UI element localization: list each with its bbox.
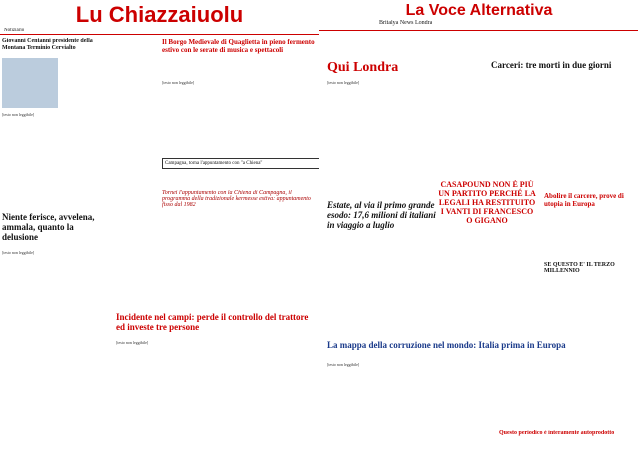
story1-headline: Giovanni Centanni presidente della Montana Terminio Cervialto bbox=[2, 38, 93, 51]
left-tagline: Notiziario bbox=[4, 28, 25, 33]
story4-body: [testo non leggibile] bbox=[116, 340, 149, 345]
carceri-body: [testo non leggibile] bbox=[327, 80, 360, 85]
story2-headline: Il Borgo Medievale di Quaglietta in pieno fermento estivo con le serate di musica e spettacoli bbox=[162, 38, 315, 54]
right-masthead: La Voce Alternativa bbox=[405, 2, 553, 19]
carceri-headline: Carceri: tre morti in due giorni bbox=[491, 60, 612, 70]
story3-body: [testo non leggibile] bbox=[2, 250, 35, 255]
corruzione-headline: La mappa della corruzione nel mondo: Italia prima in Europa bbox=[327, 340, 566, 350]
story1-body: [testo non leggibile] bbox=[2, 112, 35, 117]
right-newspaper bbox=[319, 0, 638, 449]
tornei-block: Tornei l'appuntamento con la Chiena di Campagna, il programma della tradizionale kermesse estiva: appuntamento fisso dal 1982 bbox=[162, 190, 311, 208]
left-masthead: Lu Chiazzaiuolu bbox=[75, 2, 244, 27]
casapound-box: CASAPOUND NON È PIÙ UN PARTITO PERCHÉ LA LEGALI HA RESTITUITO I VANTI DI FRANCESCO O GIGANO bbox=[438, 180, 536, 225]
estate-headline: Estate, al via il primo grande esodo: 17,6 milioni di italiani in viaggio a luglio bbox=[327, 200, 436, 230]
story2-body: [testo non leggibile] bbox=[162, 80, 195, 85]
chiena-box: Campagna, torna l'appuntamento con "a Chiena" bbox=[162, 158, 319, 169]
qui-londra-logo: Qui Londra bbox=[327, 60, 399, 75]
story4-headline: Incidente nel campi: perde il controllo del trattore ed investe tre persone bbox=[116, 312, 309, 332]
story1-photo bbox=[2, 58, 58, 108]
abolire-headline: Abolire il carcere, prove di utopia in Europa bbox=[544, 192, 624, 208]
right-brand: Britalya News Londra bbox=[379, 20, 433, 26]
footer-note: Questo periodico è interamente autoprodotto bbox=[499, 430, 615, 436]
story3-headline: Niente ferisce, avvelena, ammala, quanto la delusione bbox=[2, 212, 95, 242]
terzo-millennio: SE QUESTO E' IL TERZO MILLENNIO bbox=[544, 262, 615, 274]
corruzione-body: [testo non leggibile] bbox=[327, 362, 360, 367]
